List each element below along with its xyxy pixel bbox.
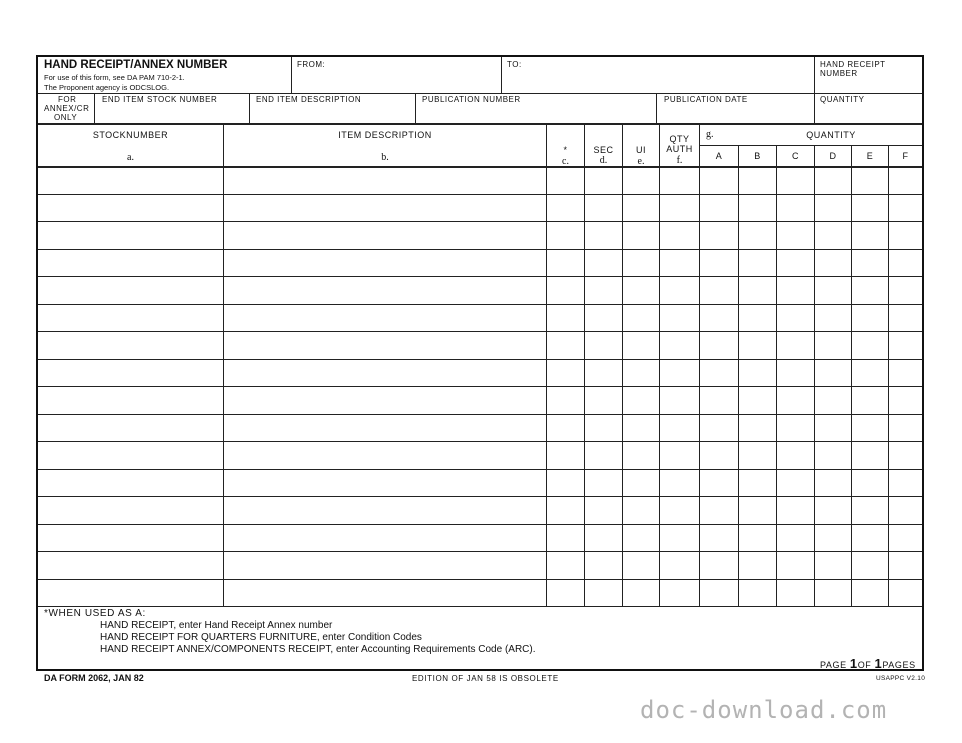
stock-number-cell[interactable] — [39, 277, 222, 303]
quantity-e-cell[interactable] — [852, 195, 887, 221]
star-cell[interactable] — [547, 580, 583, 606]
ui-cell[interactable] — [623, 497, 658, 523]
quantity-f-cell[interactable] — [889, 415, 921, 441]
use-note: For use of this form, see DA PAM 710-2-1. — [44, 73, 185, 82]
quantity-b-cell[interactable] — [739, 525, 775, 551]
sec-cell[interactable] — [585, 305, 621, 331]
quantity-col-b: B — [754, 151, 761, 161]
item-description-cell[interactable] — [224, 250, 545, 276]
col-sec-letter: d. — [599, 155, 608, 166]
quantity-a-cell[interactable] — [700, 195, 737, 221]
quantity-b-cell[interactable] — [739, 250, 775, 276]
quantity-b-cell[interactable] — [739, 552, 775, 578]
quantity-d-cell[interactable] — [815, 360, 850, 386]
publication-number-field[interactable] — [416, 104, 655, 122]
col-star: * — [563, 145, 568, 155]
quantity-e-cell[interactable] — [852, 167, 887, 193]
quantity-d-cell[interactable] — [815, 580, 850, 606]
page-total[interactable]: 1 — [874, 656, 883, 671]
quantity-e-cell[interactable] — [852, 442, 887, 468]
for-annex-label: FOR — [58, 95, 77, 104]
sec-cell[interactable] — [585, 497, 621, 523]
sec-cell[interactable] — [585, 167, 621, 193]
quantity-e-cell[interactable] — [852, 552, 887, 578]
item-description-cell[interactable] — [224, 167, 545, 193]
quantity-b-cell[interactable] — [739, 222, 775, 248]
sec-cell[interactable] — [585, 552, 621, 578]
stock-number-cell[interactable] — [39, 580, 222, 606]
quantity-a-cell[interactable] — [700, 525, 737, 551]
ui-cell[interactable] — [623, 305, 658, 331]
proponent-note: The Proponent agency is ODCSLOG. — [44, 83, 170, 92]
quantity-e-cell[interactable] — [852, 580, 887, 606]
sec-cell[interactable] — [585, 387, 621, 413]
quantity-b-cell[interactable] — [739, 387, 775, 413]
sec-cell[interactable] — [585, 442, 621, 468]
pages-label: PAGES — [882, 660, 916, 670]
star-cell[interactable] — [547, 525, 583, 551]
sec-cell[interactable] — [585, 332, 621, 358]
ui-cell[interactable] — [623, 580, 658, 606]
quantity-a-cell[interactable] — [700, 222, 737, 248]
quantity-e-cell[interactable] — [852, 360, 887, 386]
quantity-e-cell[interactable] — [852, 415, 887, 441]
quantity-c-cell[interactable] — [777, 250, 813, 276]
ui-cell[interactable] — [623, 222, 658, 248]
col-quantity: QUANTITY — [806, 130, 856, 140]
quantity-d-cell[interactable] — [815, 277, 850, 303]
quantity-col-f: F — [902, 151, 909, 161]
quantity-label: QUANTITY — [820, 95, 865, 104]
col-qty-auth: QTY — [669, 134, 690, 144]
quantity-a-cell[interactable] — [700, 415, 737, 441]
quantity-b-cell[interactable] — [739, 305, 775, 331]
stock-number-cell[interactable] — [39, 305, 222, 331]
stock-number-cell[interactable] — [39, 497, 222, 523]
quantity-a-cell[interactable] — [700, 250, 737, 276]
star-cell[interactable] — [547, 470, 583, 496]
sec-cell[interactable] — [585, 195, 621, 221]
from-field[interactable] — [292, 69, 500, 91]
stock-number-cell[interactable] — [39, 442, 222, 468]
sec-cell[interactable] — [585, 360, 621, 386]
stock-number-cell[interactable] — [39, 525, 222, 551]
star-cell[interactable] — [547, 222, 583, 248]
quantity-b-cell[interactable] — [739, 415, 775, 441]
ui-cell[interactable] — [623, 167, 658, 193]
to-label: TO: — [507, 60, 522, 69]
sec-cell[interactable] — [585, 222, 621, 248]
ui-cell[interactable] — [623, 442, 658, 468]
star-cell[interactable] — [547, 167, 583, 193]
quantity-a-cell[interactable] — [700, 332, 737, 358]
ui-cell[interactable] — [623, 552, 658, 578]
quantity-a-cell[interactable] — [700, 360, 737, 386]
quantity-e-cell[interactable] — [852, 525, 887, 551]
col-star-letter: c. — [562, 156, 569, 167]
quantity-d-cell[interactable] — [815, 195, 850, 221]
quantity-f-cell[interactable] — [889, 525, 921, 551]
notes-heading: *WHEN USED AS A: — [44, 608, 146, 619]
star-cell[interactable] — [547, 387, 583, 413]
stock-number-cell[interactable] — [39, 332, 222, 358]
star-cell[interactable] — [547, 250, 583, 276]
quantity-c-cell[interactable] — [777, 497, 813, 523]
col-stock-number-letter: a. — [127, 152, 134, 163]
quantity-f-cell[interactable] — [889, 167, 921, 193]
quantity-c-cell[interactable] — [777, 525, 813, 551]
hand-receipt-number-label: HAND RECEIPT — [820, 60, 886, 69]
quantity-d-cell[interactable] — [815, 470, 850, 496]
qty-auth-cell[interactable] — [660, 332, 698, 358]
col-sec: SEC — [593, 145, 614, 155]
qty-auth-cell[interactable] — [660, 167, 698, 193]
qty-auth-cell[interactable] — [660, 387, 698, 413]
quantity-c-cell[interactable] — [777, 387, 813, 413]
stock-number-cell[interactable] — [39, 360, 222, 386]
quantity-c-cell[interactable] — [777, 222, 813, 248]
quantity-a-cell[interactable] — [700, 442, 737, 468]
stock-number-cell[interactable] — [39, 222, 222, 248]
quantity-d-cell[interactable] — [815, 222, 850, 248]
ui-cell[interactable] — [623, 250, 658, 276]
item-description-cell[interactable] — [224, 387, 545, 413]
quantity-a-cell[interactable] — [700, 470, 737, 496]
quantity-a-cell[interactable] — [700, 277, 737, 303]
quantity-f-cell[interactable] — [889, 442, 921, 468]
quantity-e-cell[interactable] — [852, 387, 887, 413]
quantity-d-cell[interactable] — [815, 552, 850, 578]
quantity-c-cell[interactable] — [777, 470, 813, 496]
quantity-d-cell[interactable] — [815, 525, 850, 551]
col-quantity-letter: g. — [706, 129, 714, 140]
ui-cell[interactable] — [623, 387, 658, 413]
ui-cell[interactable] — [623, 195, 658, 221]
for-annex-label-3: ONLY — [54, 113, 78, 122]
quantity-f-cell[interactable] — [889, 332, 921, 358]
end-item-description-field[interactable] — [250, 104, 414, 122]
quantity-d-cell[interactable] — [815, 415, 850, 441]
quantity-d-cell[interactable] — [815, 305, 850, 331]
quantity-a-cell[interactable] — [700, 167, 737, 193]
stock-number-cell[interactable] — [39, 195, 222, 221]
qty-auth-cell[interactable] — [660, 415, 698, 441]
publication-date-field[interactable] — [657, 104, 813, 122]
star-cell[interactable] — [547, 360, 583, 386]
quantity-e-cell[interactable] — [852, 250, 887, 276]
sec-cell[interactable] — [585, 415, 621, 441]
qty-auth-cell[interactable] — [660, 360, 698, 386]
quantity-c-cell[interactable] — [777, 442, 813, 468]
notes-line-2: HAND RECEIPT FOR QUARTERS FURNITURE, enter Condition Codes — [100, 632, 422, 643]
quantity-d-cell[interactable] — [815, 387, 850, 413]
quantity-f-cell[interactable] — [889, 250, 921, 276]
hand-receipt-number-label-2: NUMBER — [820, 69, 858, 78]
page-indicator — [820, 656, 916, 671]
quantity-d-cell[interactable] — [815, 442, 850, 468]
col-ui: UI — [636, 145, 646, 155]
quantity-a-cell[interactable] — [700, 580, 737, 606]
version-label: USAPPC V2.10 — [876, 675, 926, 682]
stock-number-cell[interactable] — [39, 167, 222, 193]
hand-receipt-form — [36, 55, 924, 671]
stock-number-cell[interactable] — [39, 250, 222, 276]
page-number[interactable]: 1 — [849, 656, 858, 671]
quantity-d-cell[interactable] — [815, 167, 850, 193]
quantity-c-cell[interactable] — [777, 360, 813, 386]
quantity-c-cell[interactable] — [777, 332, 813, 358]
quantity-e-cell[interactable] — [852, 497, 887, 523]
qty-auth-cell[interactable] — [660, 470, 698, 496]
star-cell[interactable] — [547, 497, 583, 523]
publication-date-label: PUBLICATION DATE — [664, 95, 748, 104]
item-description-cell[interactable] — [224, 360, 545, 386]
sec-cell[interactable] — [585, 277, 621, 303]
quantity-f-cell[interactable] — [889, 470, 921, 496]
quantity-f-cell[interactable] — [889, 497, 921, 523]
sec-cell[interactable] — [585, 580, 621, 606]
quantity-col-e: E — [866, 151, 874, 161]
ui-cell[interactable] — [623, 525, 658, 551]
quantity-b-cell[interactable] — [739, 277, 775, 303]
qty-auth-cell[interactable] — [660, 195, 698, 221]
stock-number-cell[interactable] — [39, 415, 222, 441]
quantity-c-cell[interactable] — [777, 167, 813, 193]
item-description-cell[interactable] — [224, 470, 545, 496]
qty-auth-cell[interactable] — [660, 277, 698, 303]
ui-cell[interactable] — [623, 470, 658, 496]
quantity-e-cell[interactable] — [852, 470, 887, 496]
item-description-cell[interactable] — [224, 332, 545, 358]
col-ui-letter: e. — [637, 156, 645, 167]
for-annex-label-2: ANNEX/CR — [44, 104, 90, 113]
qty-auth-cell[interactable] — [660, 525, 698, 551]
item-description-cell[interactable] — [224, 580, 545, 606]
page-label: PAGE — [820, 660, 847, 670]
stock-number-cell[interactable] — [39, 387, 222, 413]
form-id: DA FORM 2062, JAN 82 — [44, 673, 144, 683]
quantity-b-cell[interactable] — [739, 360, 775, 386]
edition-note: EDITION OF JAN 58 IS OBSOLETE — [412, 674, 559, 683]
star-cell[interactable] — [547, 442, 583, 468]
star-cell[interactable] — [547, 277, 583, 303]
sec-cell[interactable] — [585, 470, 621, 496]
col-item-description: ITEM DESCRIPTION — [338, 130, 432, 140]
ui-cell[interactable] — [623, 277, 658, 303]
star-cell[interactable] — [547, 332, 583, 358]
quantity-field[interactable] — [815, 104, 922, 122]
quantity-d-cell[interactable] — [815, 250, 850, 276]
col-qty-auth-letter: f. — [676, 155, 683, 166]
quantity-b-cell[interactable] — [739, 470, 775, 496]
quantity-b-cell[interactable] — [739, 195, 775, 221]
quantity-col-a: A — [715, 151, 723, 161]
quantity-c-cell[interactable] — [777, 277, 813, 303]
qty-auth-cell[interactable] — [660, 442, 698, 468]
qty-auth-cell[interactable] — [660, 497, 698, 523]
col-stock-number: STOCKNUMBER — [92, 130, 169, 140]
quantity-b-cell[interactable] — [739, 580, 775, 606]
quantity-b-cell[interactable] — [739, 167, 775, 193]
item-description-cell[interactable] — [224, 277, 545, 303]
notes-line-1: HAND RECEIPT, enter Hand Receipt Annex number — [100, 620, 333, 631]
quantity-c-cell[interactable] — [777, 415, 813, 441]
col-item-description-letter: b. — [381, 152, 389, 163]
quantity-c-cell[interactable] — [777, 305, 813, 331]
item-description-cell[interactable] — [224, 497, 545, 523]
stock-number-cell[interactable] — [39, 470, 222, 496]
form-title: HAND RECEIPT/ANNEX NUMBER — [44, 59, 228, 71]
end-item-stock-number-field[interactable] — [95, 104, 248, 122]
quantity-e-cell[interactable] — [852, 305, 887, 331]
quantity-a-cell[interactable] — [700, 497, 737, 523]
stock-number-cell[interactable] — [39, 552, 222, 578]
quantity-d-cell[interactable] — [815, 497, 850, 523]
quantity-e-cell[interactable] — [852, 332, 887, 358]
item-description-cell[interactable] — [224, 552, 545, 578]
quantity-f-cell[interactable] — [889, 277, 921, 303]
quantity-f-cell[interactable] — [889, 552, 921, 578]
end-item-description-label: END ITEM DESCRIPTION — [256, 95, 362, 104]
item-description-cell[interactable] — [224, 415, 545, 441]
quantity-d-cell[interactable] — [815, 332, 850, 358]
watermark: doc-download.com — [640, 696, 888, 724]
quantity-f-cell[interactable] — [889, 222, 921, 248]
sec-cell[interactable] — [585, 250, 621, 276]
of-label: OF — [857, 660, 872, 670]
quantity-col-c: C — [792, 151, 799, 161]
item-description-cell[interactable] — [224, 222, 545, 248]
publication-number-label: PUBLICATION NUMBER — [422, 95, 521, 104]
from-label: FROM: — [297, 60, 326, 69]
quantity-col-d: D — [829, 151, 837, 161]
quantity-f-cell[interactable] — [889, 580, 921, 606]
quantity-a-cell[interactable] — [700, 305, 737, 331]
quantity-f-cell[interactable] — [889, 387, 921, 413]
ui-cell[interactable] — [623, 415, 658, 441]
star-cell[interactable] — [547, 195, 583, 221]
qty-auth-cell[interactable] — [660, 552, 698, 578]
item-description-cell[interactable] — [224, 525, 545, 551]
star-cell[interactable] — [547, 305, 583, 331]
quantity-f-cell[interactable] — [889, 305, 921, 331]
qty-auth-cell[interactable] — [660, 580, 698, 606]
ui-cell[interactable] — [623, 360, 658, 386]
quantity-f-cell[interactable] — [889, 360, 921, 386]
to-field[interactable] — [502, 69, 812, 91]
notes-line-3: HAND RECEIPT ANNEX/COMPONENTS RECEIPT, enter Accounting Requirements Code (ARC). — [100, 644, 536, 655]
qty-auth-cell[interactable] — [660, 305, 698, 331]
quantity-c-cell[interactable] — [777, 195, 813, 221]
item-description-cell[interactable] — [224, 305, 545, 331]
star-cell[interactable] — [547, 415, 583, 441]
qty-auth-cell[interactable] — [660, 250, 698, 276]
item-description-cell[interactable] — [224, 195, 545, 221]
quantity-b-cell[interactable] — [739, 332, 775, 358]
quantity-c-cell[interactable] — [777, 580, 813, 606]
sec-cell[interactable] — [585, 525, 621, 551]
ui-cell[interactable] — [623, 332, 658, 358]
quantity-a-cell[interactable] — [700, 387, 737, 413]
quantity-b-cell[interactable] — [739, 497, 775, 523]
quantity-e-cell[interactable] — [852, 222, 887, 248]
quantity-b-cell[interactable] — [739, 442, 775, 468]
quantity-f-cell[interactable] — [889, 195, 921, 221]
end-item-stock-number-label: END ITEM STOCK NUMBER — [102, 95, 218, 104]
quantity-e-cell[interactable] — [852, 277, 887, 303]
item-description-cell[interactable] — [224, 442, 545, 468]
quantity-a-cell[interactable] — [700, 552, 737, 578]
qty-auth-cell[interactable] — [660, 222, 698, 248]
hand-receipt-number-field[interactable] — [815, 77, 922, 92]
star-cell[interactable] — [547, 552, 583, 578]
quantity-c-cell[interactable] — [777, 552, 813, 578]
col-qty-auth-2: AUTH — [666, 144, 693, 154]
